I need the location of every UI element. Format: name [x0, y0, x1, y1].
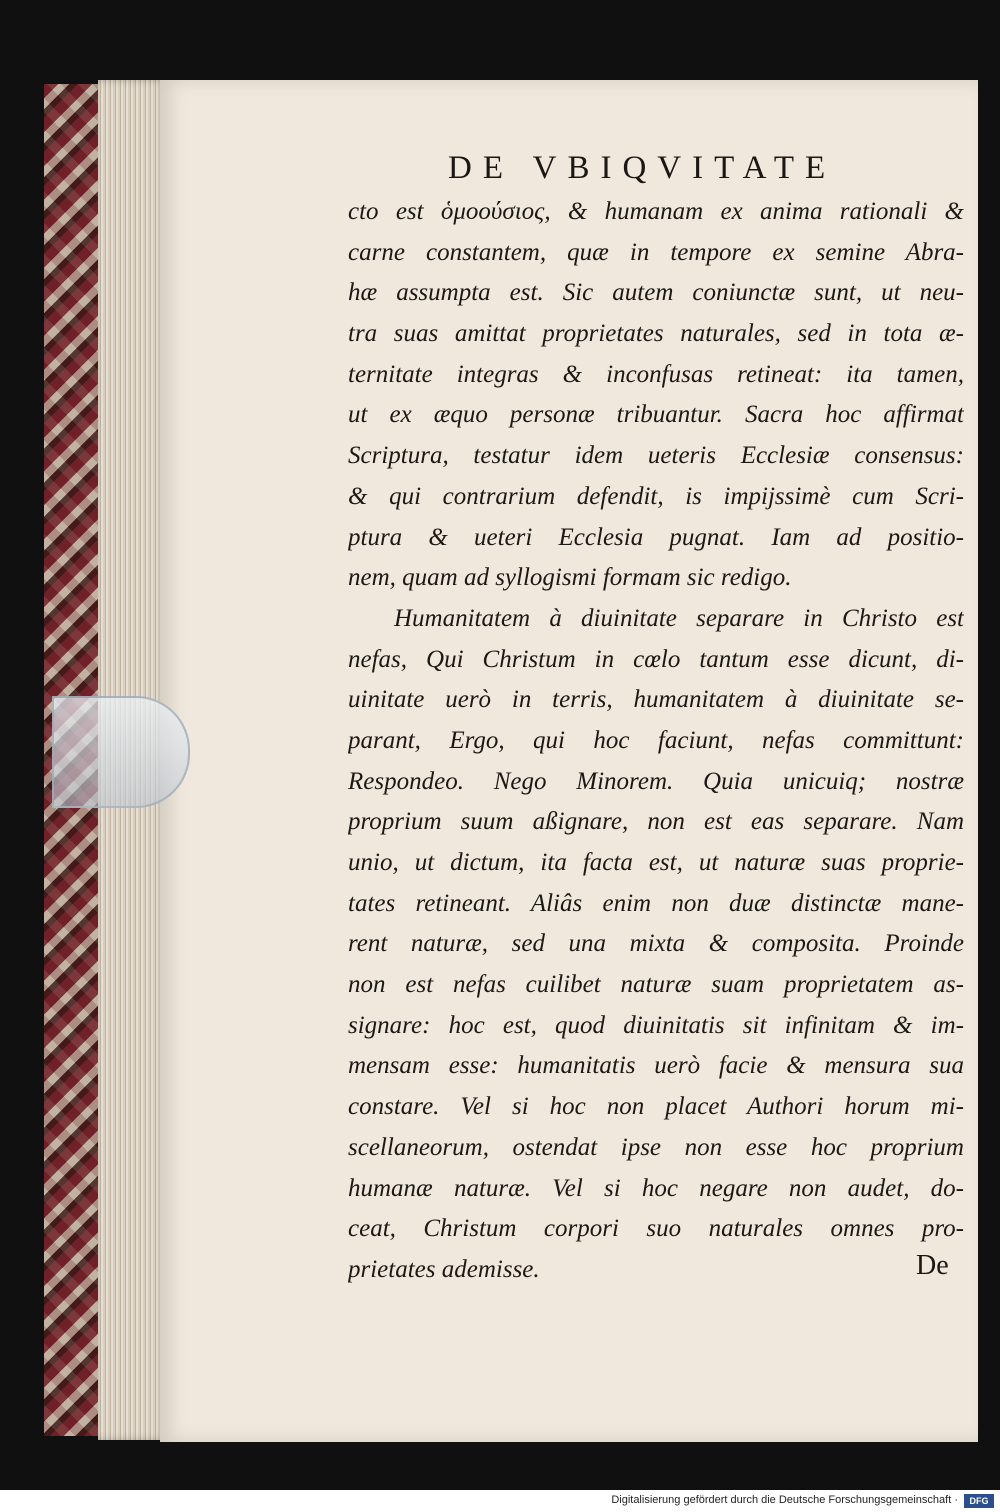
text-line: signare: hoc est, quod diuinitatis sit infinitam & im- [348, 1011, 964, 1039]
text-line: ut ex æquo personæ tribuantur. Sacra hoc affirmat [348, 401, 964, 429]
dfg-logo: DFG [964, 1494, 994, 1508]
text-line: tates retineant. Aliâs enim non duæ distinctæ mane- [348, 889, 964, 917]
text-line: tra suas amittat proprietates naturales, sed in tota æ- [348, 320, 964, 348]
text-line: proprium suum aßignare, non est eas separare. Nam [348, 808, 964, 836]
text-line: & qui contrarium defendit, is impijssimè cum Scri- [348, 482, 964, 510]
text-line: non est nefas cuilibet naturæ suam proprietatem as- [348, 971, 964, 999]
catchword: De [916, 1250, 949, 1281]
text-line: ptura & ueteri Ecclesia pugnat. Iam ad positio- [348, 523, 964, 551]
text-line: ternitate integras & inconfusas retineat: ita tamen, [348, 360, 964, 388]
text-line: unio, ut dictum, ita facta est, ut naturæ suas proprie- [348, 849, 964, 876]
text-line: ceat, Christum corpori suo naturales omnes pro- [348, 1215, 964, 1243]
text-line: rent naturæ, sed una mixta & composita. Proinde [348, 930, 964, 958]
text-line: humanæ naturæ. Vel si hoc negare non audet, do- [348, 1174, 964, 1202]
text-line: cto est ὁμοούσιος, & humanam ex anima rationali & [348, 198, 964, 225]
page-clip [52, 696, 190, 808]
running-header: DE VBIQVITATE [448, 150, 837, 186]
text-line: scellaneorum, ostendat ipse non esse hoc proprium [348, 1133, 964, 1161]
text-line: nefas, Qui Christum in cœlo tantum esse dicunt, di- [348, 645, 964, 673]
text-line: prietates ademisse. [348, 1255, 540, 1283]
text-line: constare. Vel si hoc non placet Authori horum mi- [348, 1093, 964, 1121]
text-line: hæ assumpta est. Sic autem coniunctæ sunt, ut neu- [348, 279, 964, 307]
text-line: carne constantem, quæ in tempore ex semine Abra- [348, 238, 964, 266]
text-line: Respondeo. Nego Minorem. Quia unicuiq; nostræ [348, 767, 964, 795]
funding-credit: Digitalisierung gefördert durch die Deutsche Forschungsgemeinschaft · [611, 1494, 958, 1506]
text-line: Scriptura, testatur idem ueteris Ecclesiæ consensus: [348, 442, 964, 470]
text-line: Humanitatem à diuinitate separare in Christo est [394, 604, 964, 632]
footer-bar [0, 1490, 1000, 1512]
body-text [348, 192, 964, 1291]
text-line: uinitate uerò in terris, humanitatem à diuinitate se- [348, 686, 964, 714]
text-line: nem, quam ad syllogismi formam sic redigo. [348, 564, 792, 592]
text-line: mensam esse: humanitatis uerò facie & mensura sua [348, 1052, 964, 1080]
text-line: parant, Ergo, qui hoc faciunt, nefas committunt: [348, 726, 964, 754]
